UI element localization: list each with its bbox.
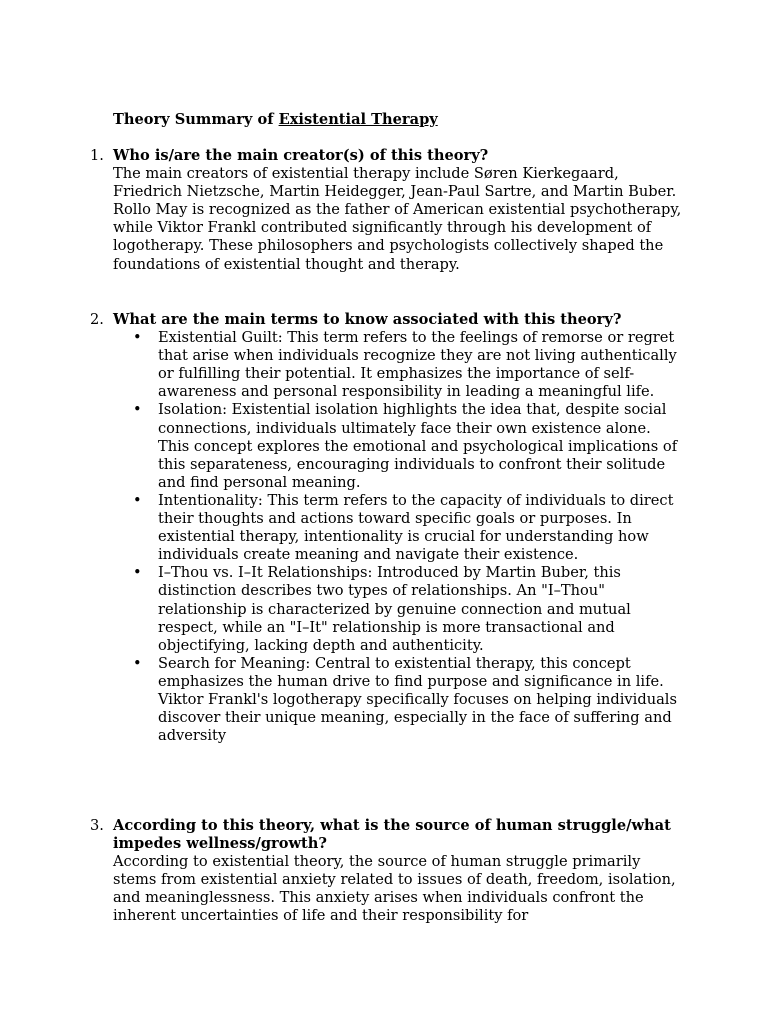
- list-item: [113, 329, 683, 401]
- section-1: [90, 147, 683, 274]
- list-item: [113, 492, 683, 564]
- section-question: Who is/are the main creator(s) of this theory?: [113, 147, 489, 164]
- list-item-text: Isolation: Existential isolation highlights the idea that, despite social connections, individuals ultimately face their own existence alone. This concept explores the emotional and psychological implications of this separateness, encouraging individuals to confront their solitude and find personal meaning.: [158, 401, 678, 491]
- bullet-icon: •: [133, 654, 142, 672]
- bullet-icon: •: [133, 564, 142, 582]
- section-number: 2.: [90, 311, 104, 328]
- list-item-text: I–Thou vs. I–It Relationships: Introduced by Martin Buber, this distinction describes two types of relationships. An "I–Thou" relationship is characterized by genuine connection and mutual respect, while an "I–It" relationship is more transactional and objectifying, lacking depth and authenticity.: [158, 564, 631, 654]
- section-answer: According to existential theory, the source of human struggle primarily stems from existential anxiety related to issues of death, freedom, isolation, and meaninglessness. This anxiety arises when individuals confront the inherent uncertainties of life and their responsibility for: [113, 853, 676, 925]
- terms-list: [113, 329, 683, 745]
- section-question: What are the main terms to know associated with this theory?: [113, 311, 622, 328]
- section-number: 3.: [90, 817, 104, 834]
- bullet-icon: •: [133, 401, 142, 419]
- section-answer: The main creators of existential therapy include Søren Kierkegaard, Friedrich Nietzsche, Martin Heidegger, Jean-Paul Sartre, and Martin Buber. Rollo May is recognized as the father of American existential psychotherapy, while Viktor Frankl contributed significantly through his development of logotherapy. These philosophers and psychologists collectively shaped the foundations of existential thought and therapy.: [113, 165, 682, 273]
- title-prefix: Theory Summary of: [113, 111, 279, 128]
- list-item-text: Intentionality: This term refers to the capacity of individuals to direct their thoughts and actions toward specific goals or purposes. In existential therapy, intentionality is crucial for understanding how individuals create meaning and navigate their existence.: [158, 491, 674, 564]
- list-item: [113, 564, 683, 654]
- bullet-icon: •: [133, 329, 142, 347]
- section-3: [90, 817, 683, 926]
- section-question: According to this theory, what is the source of human struggle/what impedes wellness/growth?: [113, 817, 671, 853]
- section-number: 1.: [90, 147, 104, 164]
- title-underlined: Existential Therapy: [278, 111, 438, 128]
- list-item-text: Existential Guilt: This term refers to the feelings of remorse or regret that arise when individuals recognize they are not living authentically or fulfilling their potential. It emphasizes the importance of self-awareness and personal responsibility in leading a meaningful life.: [158, 329, 677, 401]
- list-item: [113, 655, 683, 745]
- list-item-text: Search for Meaning: Central to existential therapy, this concept emphasizes the human drive to find purpose and significance in life. Viktor Frankl's logotherapy specifically focuses on helping individuals discover their unique meaning, especially in the face of suffering and adversity: [158, 654, 677, 745]
- bullet-icon: •: [133, 491, 142, 509]
- document-title: [113, 110, 438, 130]
- list-item: [113, 401, 683, 491]
- section-2: [90, 311, 683, 745]
